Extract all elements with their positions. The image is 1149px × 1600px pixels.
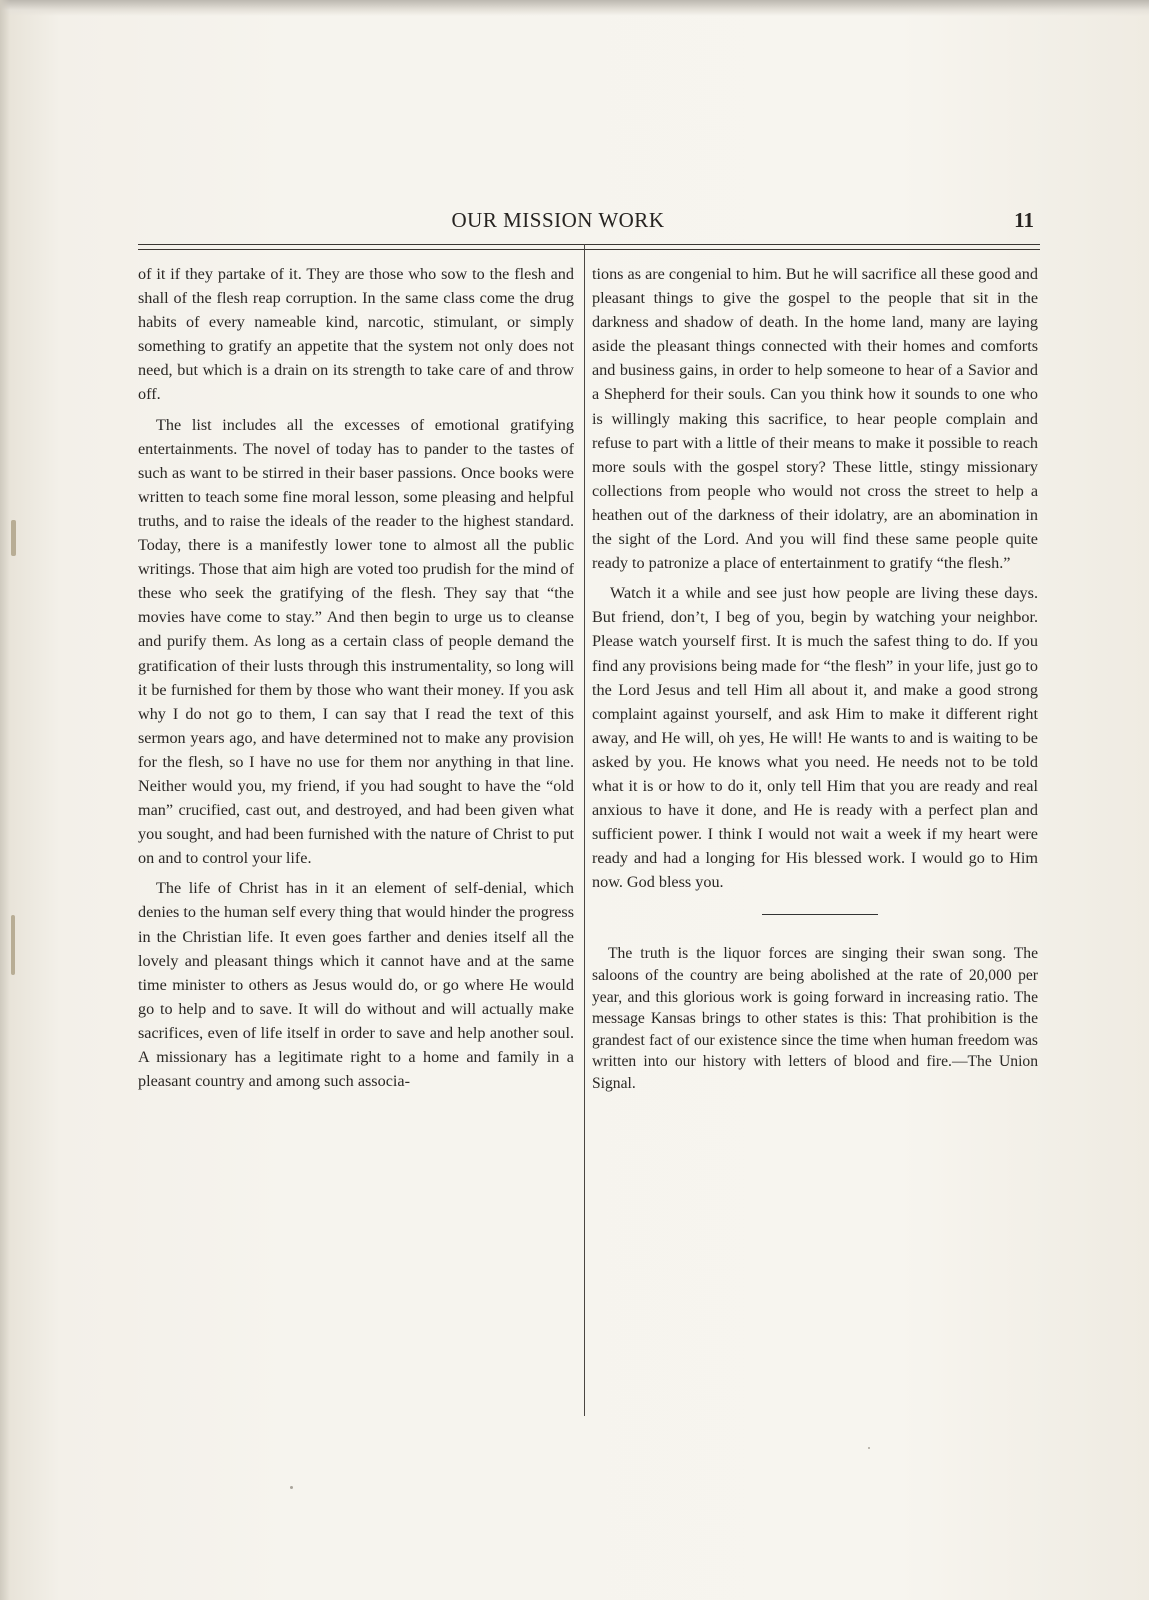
left-column — [138, 262, 574, 1093]
paper-speck — [868, 1447, 870, 1449]
right-paragraph-2: Watch it a while and see just how people are living these days. But friend, don’t, I beg of you, begin by watching your neighbor. Please watch yourself first. It is much the safest thing to do. If you find any provisions being made for “the flesh” in your life, just go to the Lord Jesus and tell Him all about it, and make a good strong complaint against yourself, and ask Him to make it different right away, and He will, oh yes, He will! He wants to and is waiting to be asked by you. He knows what you need. He needs not to be told what it is or how to do it, only tell Him that you are ready and real anxious to have it done, and He is ready with a perfect plan and sufficient power. I think I would not wait a week if my heart were ready and had a longing for His blessed work. I would go to Him now. God bless you. — [592, 584, 1038, 892]
left-paragraph-2: The list includes all the excesses of emotional gratifying entertainments. The novel of today has to pander to the tastes of such as want to be stirred in their baser passions. Once books were written to teach some fine moral lesson, some pleasing and helpful truths, and to raise the ideals of the reader to the highest standard. Today, there is a manifestly lower tone to almost all the public writings. Those that aim high are voted too prudish for the mind of these who seek the gratifying of the flesh. They say that “the movies have come to stay.” And then begin to urge us to cleanse and purify them. As long as a certain class of people demand the gratification of their lusts through this instrumentality, so long will it be furnished for them by those who want their money. If you ask why I do not go to them, I can say that I read the text of this sermon years ago, and have determined not to make any provision for the flesh, so I have no use for them nor anything in that line. Neither would you, my friend, if you had sought to have the “old man” crucified, cast out, and destroyed, and had been given what you sought, and had been furnished with the nature of Christ to put on and to control your life. — [138, 415, 574, 868]
right-paragraph-1: tions as are congenial to him. But he will sacrifice all these good and pleasant things to give the gospel to the people that sit in the darkness and shadow of death. In the home land, many are laying aside the pleasant things connected with their homes and comforts and business gains, in order to help someone to hear of a Savior and a Shepherd for their souls. Can you think how it sounds to one who is willingly making this sacrifice, to hear people complain and refuse to part with a little of their means to make it possible to reach more souls with the gospel story? These little, stingy missionary collections from people who would not cross the street to help a heathen out of the darkness of their idolatry, are an abomination in the sight of the Lord. And you will find these same people quite ready to patronize a place of entertainment to gratify “the flesh.” — [592, 265, 1038, 573]
section-separator — [762, 914, 878, 915]
paper-speck — [11, 520, 16, 556]
left-paragraph-3: The life of Christ has in it an element of self-denial, which denies to the human self every thing that would hinder the progress in the Christian life. It even goes farther and denies itself all the lovely and pleasant things which it cannot have and at the same time minister to others as Jesus would do, or go where He would go to help and to save. It will do without and will actually make sacrifices, even of life itself in order to save and help another soul. A missionary has a legitimate right to a home and family in a pleasant country and among such associa- — [138, 879, 574, 1091]
page-number: 11 — [1014, 208, 1034, 232]
union-signal-quote: The truth is the liquor forces are singing their swan song. The saloons of the country are being abolished at the rate of 20,000 per year, and this glorious work is going forward in increasing ratio. The message Kansas brings to other states is this: That prohibition is the grandest fact of our existence since the time when human freedom was written into our history with letters of blood and fire.—The Union Signal. — [592, 945, 1038, 1092]
header-rule-top — [138, 244, 1040, 245]
page-left-edge — [0, 0, 10, 1600]
column-divider — [584, 244, 585, 1416]
right-column — [592, 262, 1038, 1095]
header-title: OUR MISSION WORK — [451, 208, 665, 232]
header-rule-bottom — [138, 249, 1040, 250]
running-header — [138, 206, 1040, 238]
paper-speck — [11, 915, 15, 975]
paper-speck — [290, 1486, 293, 1489]
page-top-edge — [0, 0, 1149, 16]
left-paragraph-1: of it if they partake of it. They are those who sow to the flesh and shall of the flesh reap corruption. In the same class come the drug habits of every nameable kind, narcotic, stimulant, or simply something to gratify an appetite that the system not only does not need, but which is a drain on its strength to take care of and throw off. — [138, 265, 574, 404]
